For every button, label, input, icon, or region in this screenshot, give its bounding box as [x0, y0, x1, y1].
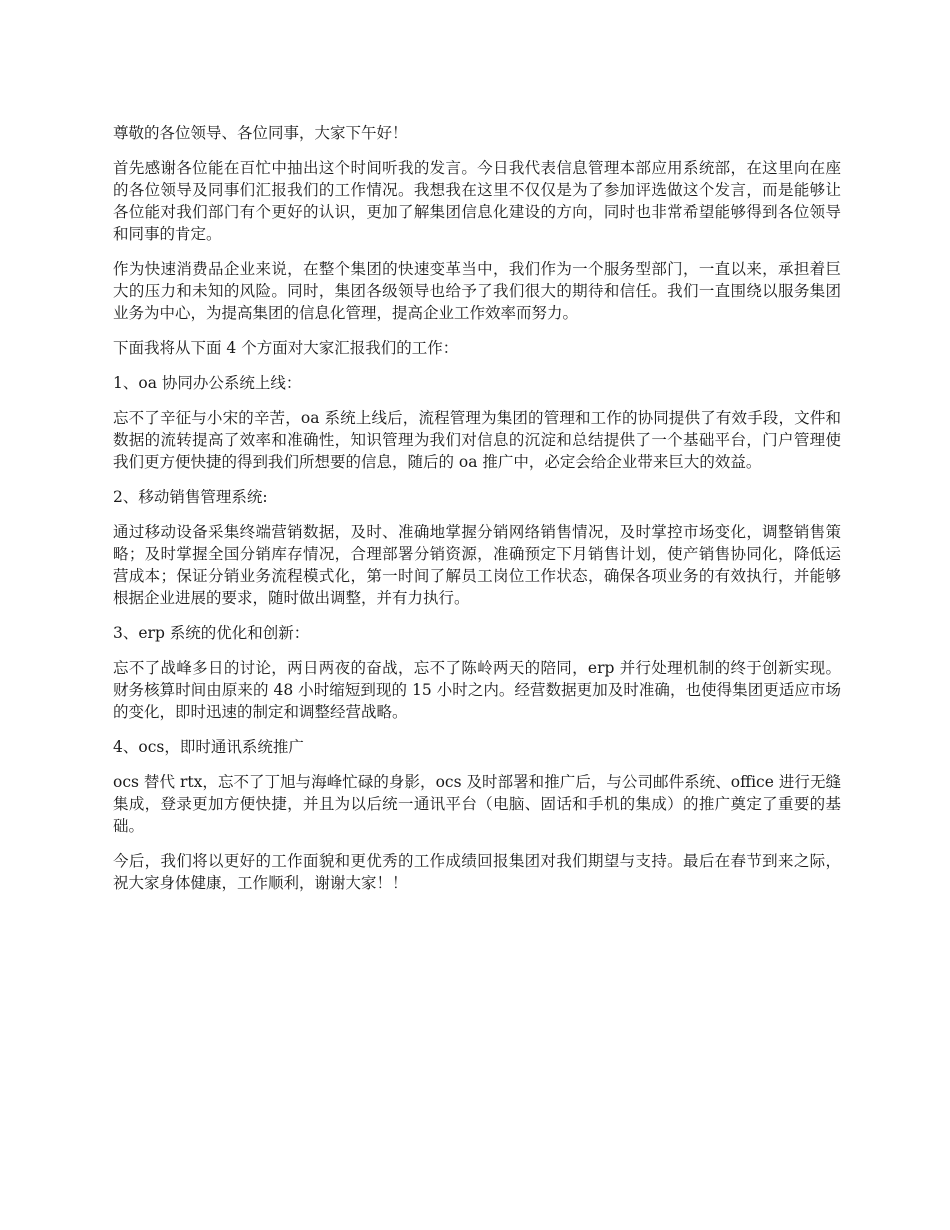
section-1-heading: 1、oa 协同办公系统上线：: [113, 374, 302, 392]
section-2-body: 通过移动设备采集终端营销数据，及时、准确地掌握分销网络销售情况，及时掌控市场变化，调整销售策略；及时掌握全国分销库存情况，合理部署分销资源，准确预定下月销售计划，使产销售协同化，降低运营成本；保证分销业务流程模式化，第一时间了解员工岗位工作状态，确保各项业务的有效执行，并能够根据企业进展的要求，随时做出调整，并有力执行。: [113, 523, 841, 607]
section-3-heading: 3、erp 系统的优化和创新：: [113, 624, 310, 642]
section-2-heading: 2、移动销售管理系统:: [113, 488, 268, 506]
section-1-body: 忘不了辛征与小宋的辛苦，oa 系统上线后，流程管理为集团的管理和工作的协同提供了有效手段，文件和数据的流转提高了效率和准确性，知识管理为我们对信息的沉淀和总结提供了一个基础平台，门户管理使我们更方便快捷的得到我们所想要的信息，随后的 oa 推广中，必定会给企业带来巨大的效益。: [113, 409, 841, 471]
section-3-body: 忘不了战峰多日的讨论，两日两夜的奋战，忘不了陈岭两天的陪同，erp 并行处理机制的终于创新实现。财务核算时间由原来的 48 小时缩短到现的 15 小时之内。经营数据更加及时准确，也使得集团更适应市场的变化，即时迅速的制定和调整经营战略。: [113, 659, 841, 721]
overview-paragraph: 下面我将从下面 4 个方面对大家汇报我们的工作：: [113, 339, 459, 357]
intro-paragraph-2: 作为快速消费品企业来说，在整个集团的快速变革当中，我们作为一个服务型部门，一直以来，承担着巨大的压力和未知的风险。同时，集团各级领导也给予了我们很大的期待和信任。我们一直围绕以服务集团业务为中心，为提高集团的信息化管理，提高企业工作效率而努力。: [113, 260, 841, 322]
greeting-paragraph: 尊敬的各位领导、各位同事，大家下午好！: [113, 124, 408, 142]
document-page: [113, 122, 841, 907]
section-4-body: ocs 替代 rtx，忘不了丁旭与海峰忙碌的身影，ocs 及时部署和推广后，与公司邮件系统、office 进行无缝集成，登录更加方便快捷，并且为以后统一通讯平台（电脑、固话和手机的集成）的推广奠定了重要的基础。: [113, 773, 841, 835]
section-4-heading: 4、ocs，即时通讯系统推广: [113, 738, 304, 756]
closing-paragraph: 今后，我们将以更好的工作面貌和更优秀的工作成绩回报集团对我们期望与支持。最后在春节到来之际，祝大家身体健康，工作顺利，谢谢大家！！: [113, 852, 841, 892]
intro-paragraph-1: 首先感谢各位能在百忙中抽出这个时间听我的发言。今日我代表信息管理本部应用系统部，在这里向在座的各位领导及同事们汇报我们的工作情况。我想我在这里不仅仅是为了参加评选做这个发言，而是能够让各位能对我们部门有个更好的认识，更加了解集团信息化建设的方向，同时也非常希望能够得到各位领导和同事的肯定。: [113, 159, 841, 243]
